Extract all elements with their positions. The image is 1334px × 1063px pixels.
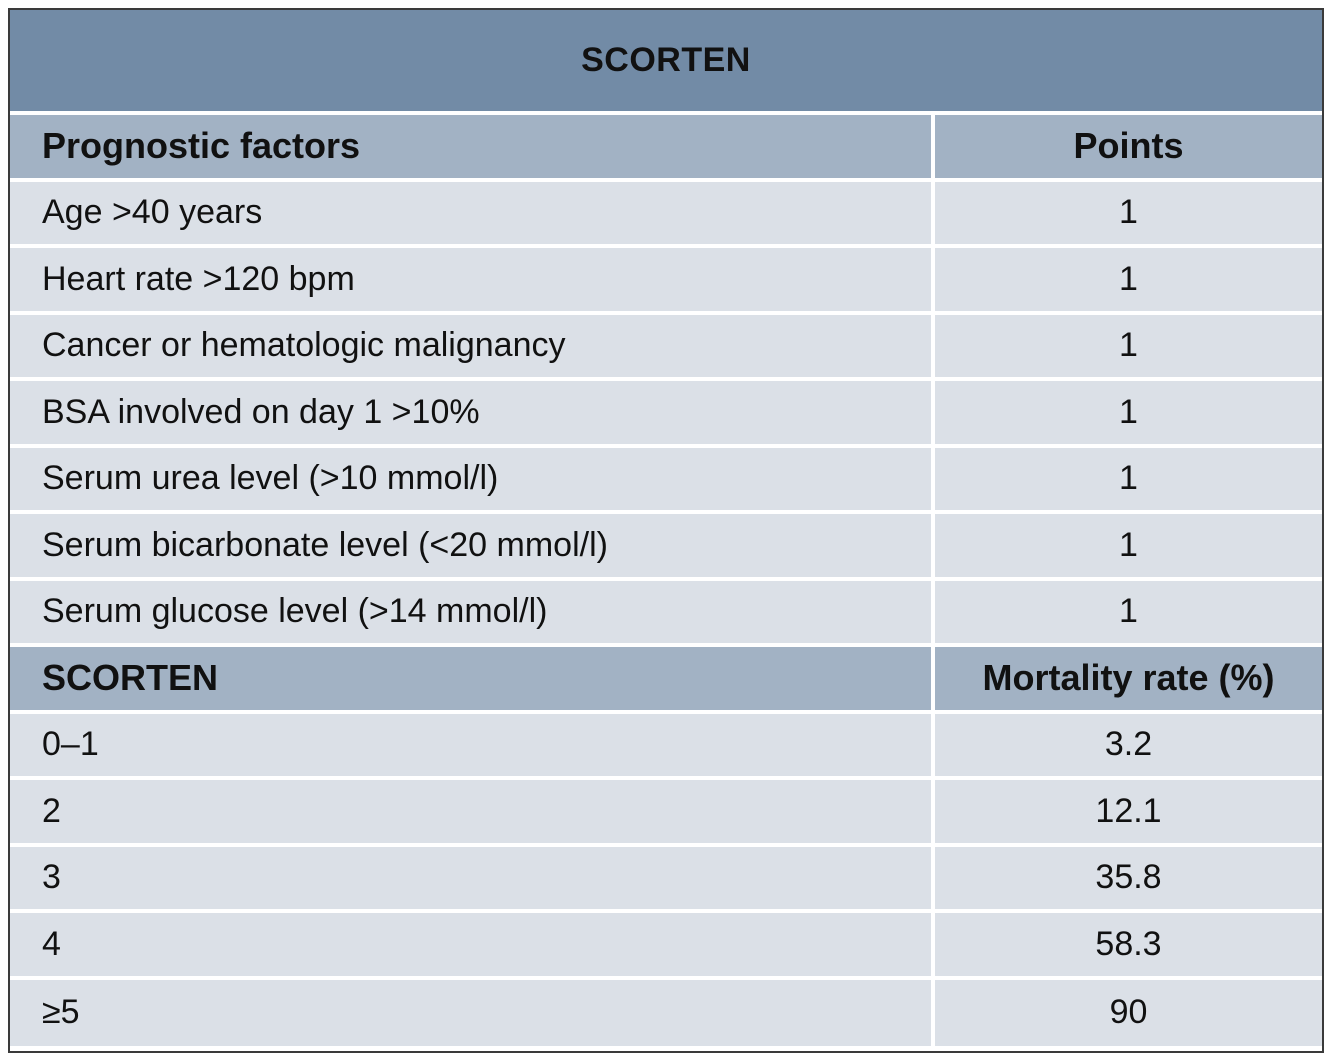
factor-cell: Cancer or hematologic malignancy [10, 315, 935, 378]
points-cell: 1 [935, 248, 1322, 311]
table-row [10, 847, 1322, 914]
points-cell: 1 [935, 182, 1322, 245]
factor-cell: Heart rate >120 bpm [10, 248, 935, 311]
mortality-rate-cell: 12.1 [935, 780, 1322, 843]
points-cell: 1 [935, 448, 1322, 511]
score-cell: ≥5 [10, 980, 935, 1047]
mortality-rate-cell: 35.8 [935, 847, 1322, 910]
table-row [10, 315, 1322, 382]
table-row [10, 182, 1322, 249]
mortality-column-header: Mortality rate (%) [935, 647, 1322, 710]
table-row [10, 514, 1322, 581]
table-row [10, 581, 1322, 648]
factor-cell: Serum glucose level (>14 mmol/l) [10, 581, 935, 644]
points-cell: 1 [935, 381, 1322, 444]
mortality-rate-cell: 58.3 [935, 913, 1322, 976]
mortality-rate-cell: 3.2 [935, 714, 1322, 777]
factor-cell: BSA involved on day 1 >10% [10, 381, 935, 444]
scorten-table [8, 8, 1324, 1053]
table-row [10, 381, 1322, 448]
score-cell: 0–1 [10, 714, 935, 777]
table-title: SCORTEN [10, 10, 1322, 115]
score-column-header: SCORTEN [10, 647, 935, 710]
factor-cell: Age >40 years [10, 182, 935, 245]
table-row [10, 248, 1322, 315]
points-cell: 1 [935, 581, 1322, 644]
factors-column-header: Prognostic factors [10, 115, 935, 178]
points-cell: 1 [935, 514, 1322, 577]
score-cell: 2 [10, 780, 935, 843]
table-row [10, 780, 1322, 847]
points-cell: 1 [935, 315, 1322, 378]
factors-header-row [10, 115, 1322, 182]
table-row [10, 913, 1322, 980]
points-column-header: Points [935, 115, 1322, 178]
factor-cell: Serum urea level (>10 mmol/l) [10, 448, 935, 511]
table-row [10, 714, 1322, 781]
mortality-header-row [10, 647, 1322, 714]
factor-cell: Serum bicarbonate level (<20 mmol/l) [10, 514, 935, 577]
score-cell: 3 [10, 847, 935, 910]
table-row [10, 980, 1322, 1047]
table-row [10, 448, 1322, 515]
score-cell: 4 [10, 913, 935, 976]
mortality-rate-cell: 90 [935, 980, 1322, 1047]
